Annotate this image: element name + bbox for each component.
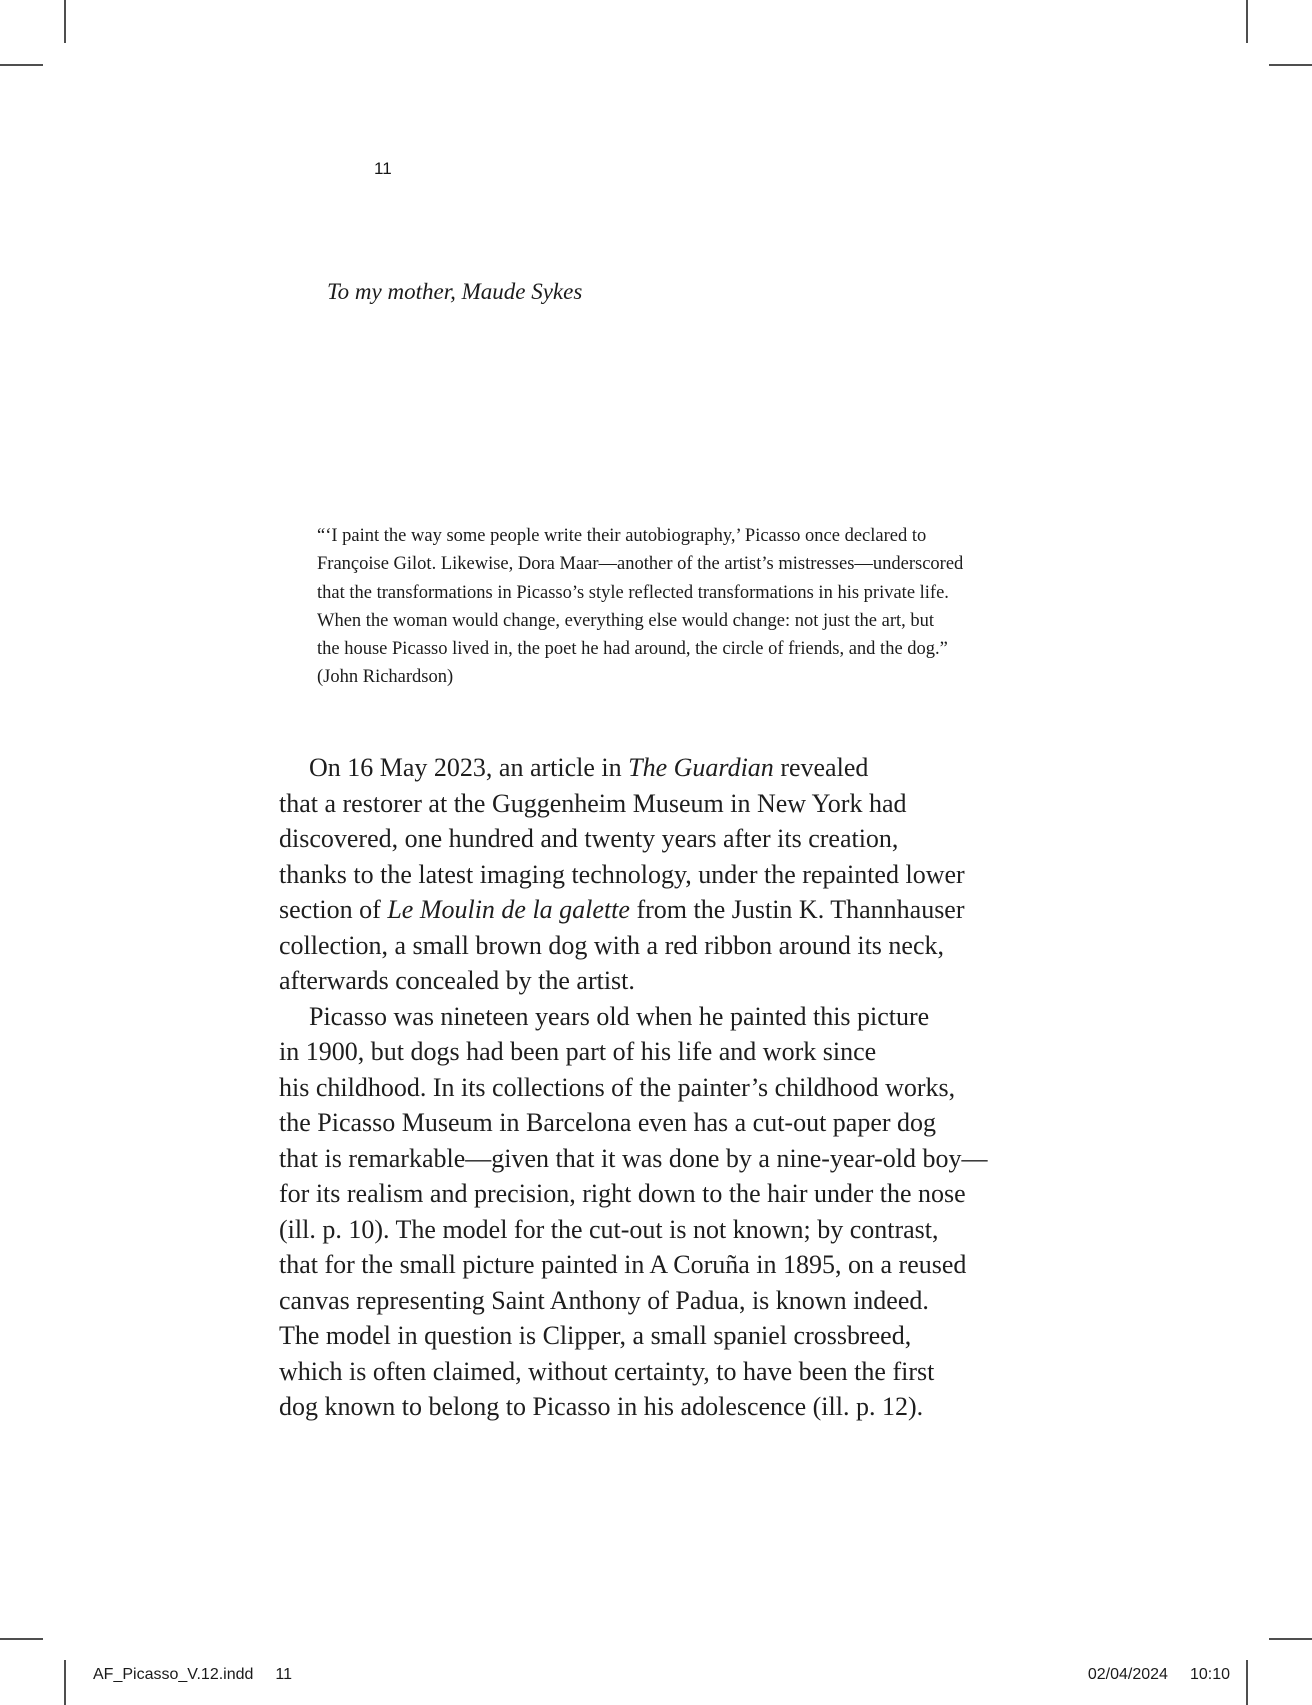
crop-mark-bottom-right-vertical [1246, 1660, 1248, 1705]
body-line [279, 857, 1059, 893]
body-line [279, 963, 1059, 999]
body-line [279, 1283, 1059, 1319]
body-line [279, 821, 1059, 857]
body-text-segment: from the Justin K. Thannhauser [629, 895, 965, 924]
crop-mark-top-right-horizontal [1269, 64, 1312, 66]
epigraph-quote-block [317, 522, 1077, 692]
quote-line: When the woman would change, everything else would change: not just the art, but [317, 610, 935, 631]
slug-date: 02/04/2024 [1087, 1666, 1168, 1683]
quote-line: Françoise Gilot. Likewise, Dora Maar—another of the artist’s mistresses—underscored [317, 554, 964, 575]
crop-mark-bottom-left-horizontal [0, 1638, 43, 1640]
body-text-segment: discovered, one hundred and twenty years after its creation, [279, 824, 899, 853]
body-line [279, 1212, 1059, 1248]
body-text-segment: that is remarkable—given that it was done by a nine-year-old boy— [279, 1143, 988, 1173]
body-text-segment: Picasso was nineteen years old when he painted this picture [309, 1001, 930, 1031]
body-line [279, 928, 1059, 964]
body-line [279, 1354, 1059, 1390]
slug-page-number: 11 [275, 1666, 293, 1683]
quote-line: that the transformations in Picasso’s style reflected transformations in his private life. [317, 582, 949, 603]
body-text-segment: that a restorer at the Guggenheim Museum in New York had [279, 788, 907, 818]
dedication: To my mother, Maude Sykes [327, 279, 583, 304]
body-text-segment: section of [279, 895, 388, 924]
crop-mark-top-right-vertical [1246, 0, 1248, 43]
slug-right [1088, 1666, 1230, 1684]
slug-left [93, 1666, 292, 1684]
slug-time: 10:10 [1189, 1666, 1230, 1683]
italic-title-text: Le Moulin de la galette [387, 895, 630, 924]
body-line [279, 1141, 1059, 1177]
body-text-segment: for its realism and precision, right down to the hair under the nose [279, 1179, 966, 1208]
quote-line: “‘I paint the way some people write their autobiography,’ Picasso once declared to [317, 526, 927, 546]
body-text-segment: revealed [773, 753, 869, 782]
body-text-segment: On 16 May 2023, an article in [309, 753, 629, 782]
body-text-segment: collection, a small brown dog with a red ribbon around its neck, [279, 930, 945, 960]
body-text-segment: (ill. p. 10). The model for the cut-out is not known; by contrast, [279, 1214, 939, 1244]
body-text-segment: that for the small picture painted in A Coruña in 1895, on a reused [279, 1250, 967, 1279]
body-line [279, 1318, 1059, 1354]
body-line [279, 892, 1059, 928]
crop-mark-top-left-vertical [64, 0, 66, 43]
body-line [279, 1070, 1059, 1106]
body-text [279, 750, 1059, 1425]
body-text-segment: The model in question is Clipper, a small spaniel crossbreed, [279, 1321, 912, 1350]
body-line [279, 1176, 1059, 1212]
body-text-segment: afterwards concealed by the artist. [279, 966, 635, 995]
crop-mark-bottom-left-vertical [64, 1660, 66, 1705]
slug-filename: AF_Picasso_V.12.indd [93, 1666, 254, 1683]
body-text-segment: in 1900, but dogs had been part of his life and work since [279, 1037, 877, 1066]
body-line [279, 750, 1059, 786]
body-line [279, 786, 1059, 822]
body-text-segment: canvas representing Saint Anthony of Padua, is known indeed. [279, 1285, 929, 1315]
body-text-segment: the Picasso Museum in Barcelona even has a cut-out paper dog [279, 1108, 937, 1137]
quote-line: the house Picasso lived in, the poet he had around, the circle of friends, and the dog.” [317, 639, 948, 660]
crop-mark-bottom-right-horizontal [1269, 1638, 1312, 1640]
crop-mark-top-left-horizontal [0, 64, 43, 66]
body-text-segment: his childhood. In its collections of the painter’s childhood works, [279, 1072, 956, 1102]
page-number: 11 [374, 159, 392, 178]
body-line [279, 1105, 1059, 1141]
body-line [279, 1034, 1059, 1070]
body-line [279, 999, 1059, 1035]
quote-line: (John Richardson) [317, 667, 454, 688]
italic-title-text: The Guardian [628, 753, 774, 782]
body-line [279, 1389, 1059, 1425]
body-text-segment: which is often claimed, without certainty, to have been the first [279, 1356, 935, 1386]
body-line [279, 1247, 1059, 1283]
body-text-segment: dog known to belong to Picasso in his adolescence (ill. p. 12). [279, 1392, 924, 1421]
body-text-segment: thanks to the latest imaging technology, under the repainted lower [279, 859, 965, 889]
slug-line [93, 1666, 1230, 1684]
